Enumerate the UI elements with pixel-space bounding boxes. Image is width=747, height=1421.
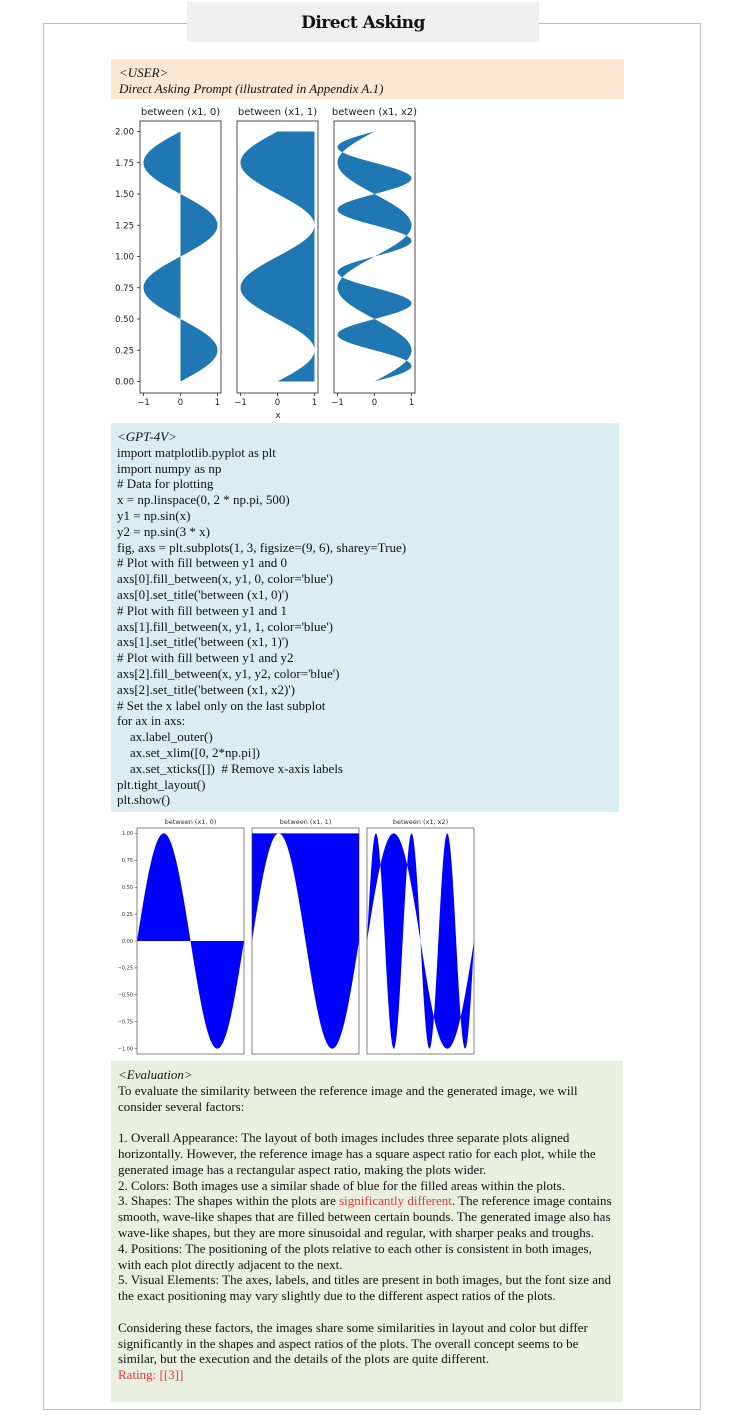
gen-ytick-label: 0.00: [121, 938, 133, 945]
ref-ytick-label: 1.00: [115, 252, 134, 263]
eval-role-label: <Evaluation>: [118, 1067, 193, 1082]
ref-xaxis-label: x: [275, 411, 281, 421]
gen-panel-title: between (x1, x2): [392, 818, 449, 826]
code-line: # Set the x label only on the last subplot: [117, 697, 326, 713]
gen-ytick-label: −0.75: [117, 1019, 133, 1026]
gen-ytick-label: −0.50: [117, 992, 133, 999]
code-line: axs[2].fill_between(x, y1, y2, color='blue'): [117, 665, 340, 681]
gen-panel-title: between (x1, 1): [279, 818, 332, 826]
code-line: y2 = np.sin(3 * x): [117, 523, 210, 539]
ref-panel-title: between (x1, 1): [237, 107, 318, 118]
ref-xtick-label: 0: [274, 398, 281, 408]
code-line: ax.set_xlim([0, 2*np.pi]): [117, 744, 260, 760]
ref-ytick-label: 1.75: [115, 158, 134, 169]
ref-ytick-label: 1.25: [115, 221, 134, 232]
ref-xtick-label: −1: [331, 398, 344, 408]
ref-ytick-label: 2.00: [115, 127, 134, 138]
code-line: # Plot with fill between y1 and y2: [117, 650, 294, 666]
code-line: # Plot with fill between y1 and 0: [117, 555, 288, 571]
user-role-label: <USER>: [119, 65, 169, 80]
eval-point-3: 3. Shapes: The shapes within the plots are significantly different. The reference image contains smooth, wave-like shapes that are filled between certain bounds. The generated image also has wave-like shapes, but they are more sinusoidal and regular, with sharper peaks and troughs.: [118, 1193, 612, 1240]
eval-rating: Rating: [[3]]: [118, 1367, 184, 1383]
gen-ytick-label: 0.75: [121, 858, 133, 865]
code-line: x = np.linspace(0, 2 * np.pi, 500): [117, 492, 290, 508]
ref-xtick-label: −1: [234, 398, 247, 408]
gen-ytick-label: 0.25: [121, 911, 133, 918]
code-line: axs[2].set_title('between (x1, x2)'): [117, 681, 295, 697]
eval-point-5: 5. Visual Elements: The axes, labels, and titles are present in both images, but the font size and the exact positioning may vary slightly due to the different aspect ratios of the plots.: [118, 1272, 611, 1304]
eval-highlight: significantly different: [339, 1193, 452, 1209]
code-line: y1 = np.sin(x): [117, 507, 191, 523]
eval-conclusion: Considering these factors, the images share some similarities in layout and color but differ significantly in the shapes and aspect ratios of the plots. The overall concept seems to be similar, but the execution and the details of the plots are quite different.: [118, 1319, 588, 1367]
eval-intro: To evaluate the similarity between the reference image and the generated image, we will consider several factors:: [118, 1082, 578, 1114]
ref-ytick-label: 0.75: [115, 283, 134, 294]
ref-xtick-label: −1: [137, 398, 150, 408]
eval-point-2: 2. Colors: Both images use a similar shade of blue for the filled areas within the plots.: [118, 1177, 565, 1193]
code-line: import matplotlib.pyplot as plt: [117, 444, 276, 460]
ref-ytick-label: 0.50: [115, 315, 134, 325]
ref-xtick-label: 1: [214, 398, 221, 408]
gen-ytick-label: −0.25: [117, 965, 133, 972]
user-prompt-text: Direct Asking Prompt (illustrated in Appendix A.1): [119, 80, 384, 96]
gen-ytick-label: −1.00: [117, 1046, 133, 1053]
code-line: import numpy as np: [117, 460, 222, 476]
code-line: for ax in axs:: [117, 713, 186, 729]
user-prompt-panel: [111, 59, 624, 99]
gpt-response-panel: [111, 423, 619, 812]
code-line: fig, axs = plt.subplots(1, 3, figsize=(9, 6), sharey=True): [117, 539, 407, 555]
ref-xtick-label: 0: [371, 398, 378, 408]
code-line: # Data for plotting: [117, 476, 214, 492]
ref-xtick-label: 1: [311, 398, 318, 408]
gen-ytick-label: 1.00: [121, 831, 133, 838]
ref-xtick-label: 0: [177, 398, 184, 408]
code-line: plt.show(): [117, 792, 171, 808]
ref-ytick-label: 0.25: [115, 346, 134, 357]
code-block: [117, 445, 613, 808]
code-line: ax.label_outer(): [117, 729, 213, 745]
ref-panel-title: between (x1, x2): [331, 107, 418, 118]
code-line: axs[0].set_title('between (x1, 0)'): [117, 586, 289, 602]
code-line: axs[1].fill_between(x, y1, 1, color='blue'): [117, 618, 333, 634]
code-line: ax.set_xticks([]) # Remove x-axis labels: [117, 760, 343, 776]
gpt-role-label: <GPT-4V>: [117, 429, 177, 444]
eval-point-4: 4. Positions: The positioning of the plots relative to each other is consistent in both images, with each plot directly adjacent to the next.: [118, 1240, 592, 1272]
eval-point-1: 1. Overall Appearance: The layout of both images includes three separate plots aligned horizontally. However, the reference image has a square aspect ratio for each plot, while the generated image has a rectangular aspect ratio, making the plots wider.: [118, 1130, 596, 1177]
gen-ytick-label: 0.50: [121, 884, 133, 891]
ref-ytick-label: 1.50: [115, 190, 134, 200]
ref-panel-title: between (x1, 0): [140, 107, 221, 118]
code-line: axs[0].fill_between(x, y1, 0, color='blue'): [117, 571, 333, 587]
figure-title: Direct Asking: [187, 2, 539, 42]
code-line: # Plot with fill between y1 and 1: [117, 602, 288, 618]
ref-xtick-label: 1: [408, 398, 415, 408]
gen-panel-title: between (x1, 0): [164, 818, 217, 826]
ref-ytick-label: 0.00: [115, 377, 134, 388]
code-line: plt.tight_layout(): [117, 776, 206, 792]
evaluation-panel: [111, 1061, 623, 1402]
code-line: axs[1].set_title('between (x1, 1)'): [117, 634, 289, 650]
